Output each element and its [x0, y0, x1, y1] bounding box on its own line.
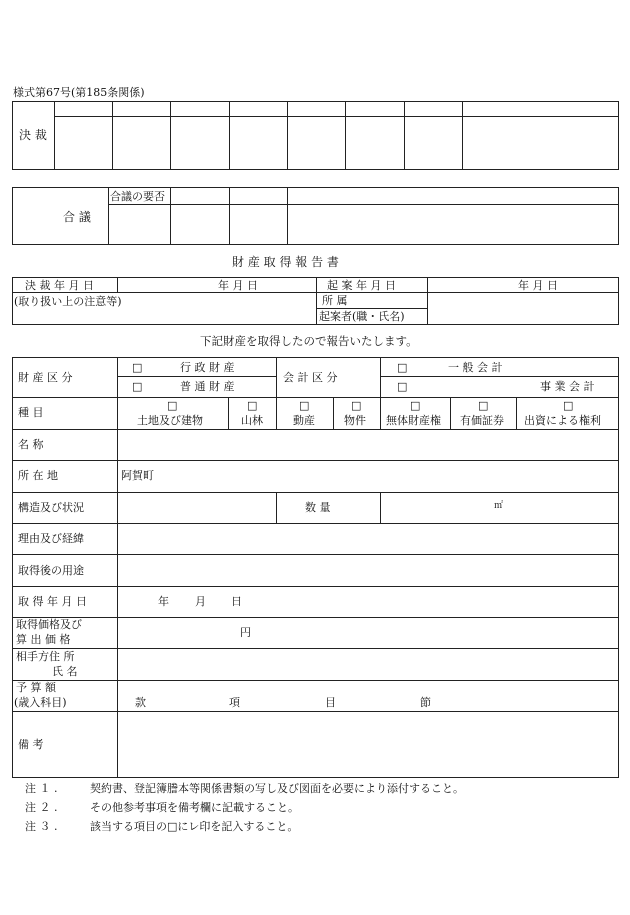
- divider: [462, 101, 463, 170]
- divider: [380, 492, 381, 523]
- budget-moku: 目: [325, 696, 336, 709]
- divider: [170, 101, 171, 170]
- account-class-option-1: 一 般 会 計: [448, 361, 503, 374]
- reason-label: 理由及び経緯: [18, 532, 84, 545]
- kessai-label: 決 裁: [19, 128, 47, 142]
- name-label: 名 称: [18, 438, 44, 451]
- structure-label: 構造及び状況: [18, 501, 84, 514]
- page-title: 財 産 取 得 報 告 書: [232, 255, 339, 269]
- drafter-label: 起案者(職・氏名): [319, 310, 405, 323]
- divider: [12, 711, 619, 712]
- acq-date-year: 年: [158, 595, 169, 608]
- note-number: 注 ３ .: [25, 820, 58, 833]
- intro-text: 下記財産を取得したので報告いたします。: [200, 334, 418, 348]
- divider: [12, 554, 619, 555]
- gougi-frame: [12, 187, 619, 245]
- kind-option-5: 無体財産権: [386, 414, 441, 427]
- budget-setsu: 節: [420, 696, 431, 709]
- divider: [516, 397, 517, 429]
- divider: [450, 397, 451, 429]
- checkbox-icon[interactable]: □: [132, 361, 143, 374]
- checkbox-icon[interactable]: □: [397, 380, 408, 393]
- kind-option-2: 山林: [241, 414, 263, 427]
- divider: [287, 101, 288, 170]
- divider: [108, 204, 619, 205]
- divider: [12, 648, 619, 649]
- checkbox-icon[interactable]: □: [167, 399, 178, 412]
- divider: [112, 101, 113, 170]
- kessai-date-label: 決 裁 年 月 日: [25, 279, 94, 292]
- checkbox-icon[interactable]: □: [478, 399, 489, 412]
- note-text: その他参考事項を備考欄に記載すること。: [90, 801, 299, 814]
- divider: [316, 308, 427, 309]
- divider: [117, 277, 118, 292]
- kind-option-4: 物件: [344, 414, 366, 427]
- checkbox-icon[interactable]: □: [410, 399, 421, 412]
- divider: [276, 357, 277, 397]
- note-number: 注 １ .: [25, 782, 58, 795]
- notes-label: (取り扱い上の注意等): [14, 295, 122, 308]
- kind-option-1: 土地及び建物: [137, 414, 203, 427]
- price-label-2: 算 出 価 格: [16, 633, 71, 646]
- note-text: 該当する項目の□にレ印を記入すること。: [90, 820, 299, 833]
- quantity-unit: ㎡: [494, 501, 504, 511]
- divider: [12, 492, 619, 493]
- quantity-label: 数 量: [305, 501, 331, 514]
- divider: [12, 397, 619, 398]
- divider: [12, 460, 619, 461]
- divider: [229, 101, 230, 170]
- price-label-1: 取得価格及び: [16, 618, 82, 631]
- acq-date-month: 月: [195, 595, 206, 608]
- divider: [380, 397, 381, 429]
- affiliation-label: 所 属: [322, 294, 348, 307]
- remarks-label: 備 考: [18, 738, 44, 751]
- account-class-label: 会 計 区 分: [283, 371, 338, 384]
- divider: [12, 429, 619, 430]
- kian-date-value: 年 月 日: [518, 279, 558, 292]
- checkbox-icon[interactable]: □: [563, 399, 574, 412]
- budget-label-1: 予 算 額: [16, 681, 56, 694]
- divider: [12, 617, 619, 618]
- gougi-need-label: 合議の要否: [110, 190, 165, 203]
- budget-kou: 項: [229, 696, 240, 709]
- divider: [380, 376, 619, 377]
- divider: [276, 397, 277, 429]
- location-label: 所 在 地: [18, 469, 58, 482]
- divider: [287, 187, 288, 245]
- kind-option-3: 動産: [293, 414, 315, 427]
- divider: [345, 101, 346, 170]
- divider: [404, 101, 405, 170]
- budget-kan: 款: [135, 696, 146, 709]
- usage-label: 取得後の用途: [18, 564, 84, 577]
- kind-label: 種 目: [18, 406, 44, 419]
- property-class-label: 財 産 区 分: [18, 371, 73, 384]
- divider: [229, 187, 230, 245]
- partner-label-1: 相手方住 所: [16, 650, 75, 663]
- checkbox-icon[interactable]: □: [299, 399, 310, 412]
- property-class-option-2: 普 通 財 産: [180, 380, 235, 393]
- divider: [54, 101, 55, 170]
- kessai-date-value: 年 月 日: [218, 279, 258, 292]
- divider: [333, 397, 334, 429]
- divider: [117, 357, 118, 778]
- acq-date-day: 日: [231, 595, 242, 608]
- divider: [108, 187, 109, 245]
- divider: [12, 523, 619, 524]
- divider: [117, 376, 276, 377]
- kessai-frame: [12, 101, 619, 170]
- acq-date-label: 取 得 年 月 日: [18, 595, 87, 608]
- divider: [427, 277, 428, 325]
- divider: [276, 492, 277, 523]
- divider: [12, 680, 619, 681]
- checkbox-icon[interactable]: □: [397, 361, 408, 374]
- divider: [12, 586, 619, 587]
- divider: [170, 187, 171, 245]
- kind-option-6: 有価証券: [460, 414, 504, 427]
- divider: [316, 277, 317, 325]
- location-value: 阿賀町: [121, 469, 154, 482]
- checkbox-icon[interactable]: □: [351, 399, 362, 412]
- property-class-option-1: 行 政 財 産: [180, 361, 235, 374]
- divider: [54, 116, 619, 117]
- divider: [228, 397, 229, 429]
- partner-label-2: 氏 名: [52, 665, 78, 678]
- divider: [380, 357, 381, 397]
- budget-label-2: (歳入科目): [14, 696, 67, 709]
- gougi-label: 合 議: [63, 210, 91, 224]
- note-number: 注 ２ .: [25, 801, 58, 814]
- kian-date-label: 起 案 年 月 日: [327, 279, 396, 292]
- price-unit: 円: [240, 626, 251, 639]
- kind-option-7: 出資による権利: [524, 414, 601, 427]
- account-class-option-2: 事 業 会 計: [540, 380, 595, 393]
- checkbox-icon[interactable]: □: [132, 380, 143, 393]
- checkbox-icon[interactable]: □: [247, 399, 258, 412]
- form-number: 様式第67号(第185条関係): [13, 86, 145, 99]
- note-text: 契約書、登記簿謄本等関係書類の写し及び図面を必要により添付すること。: [90, 782, 464, 795]
